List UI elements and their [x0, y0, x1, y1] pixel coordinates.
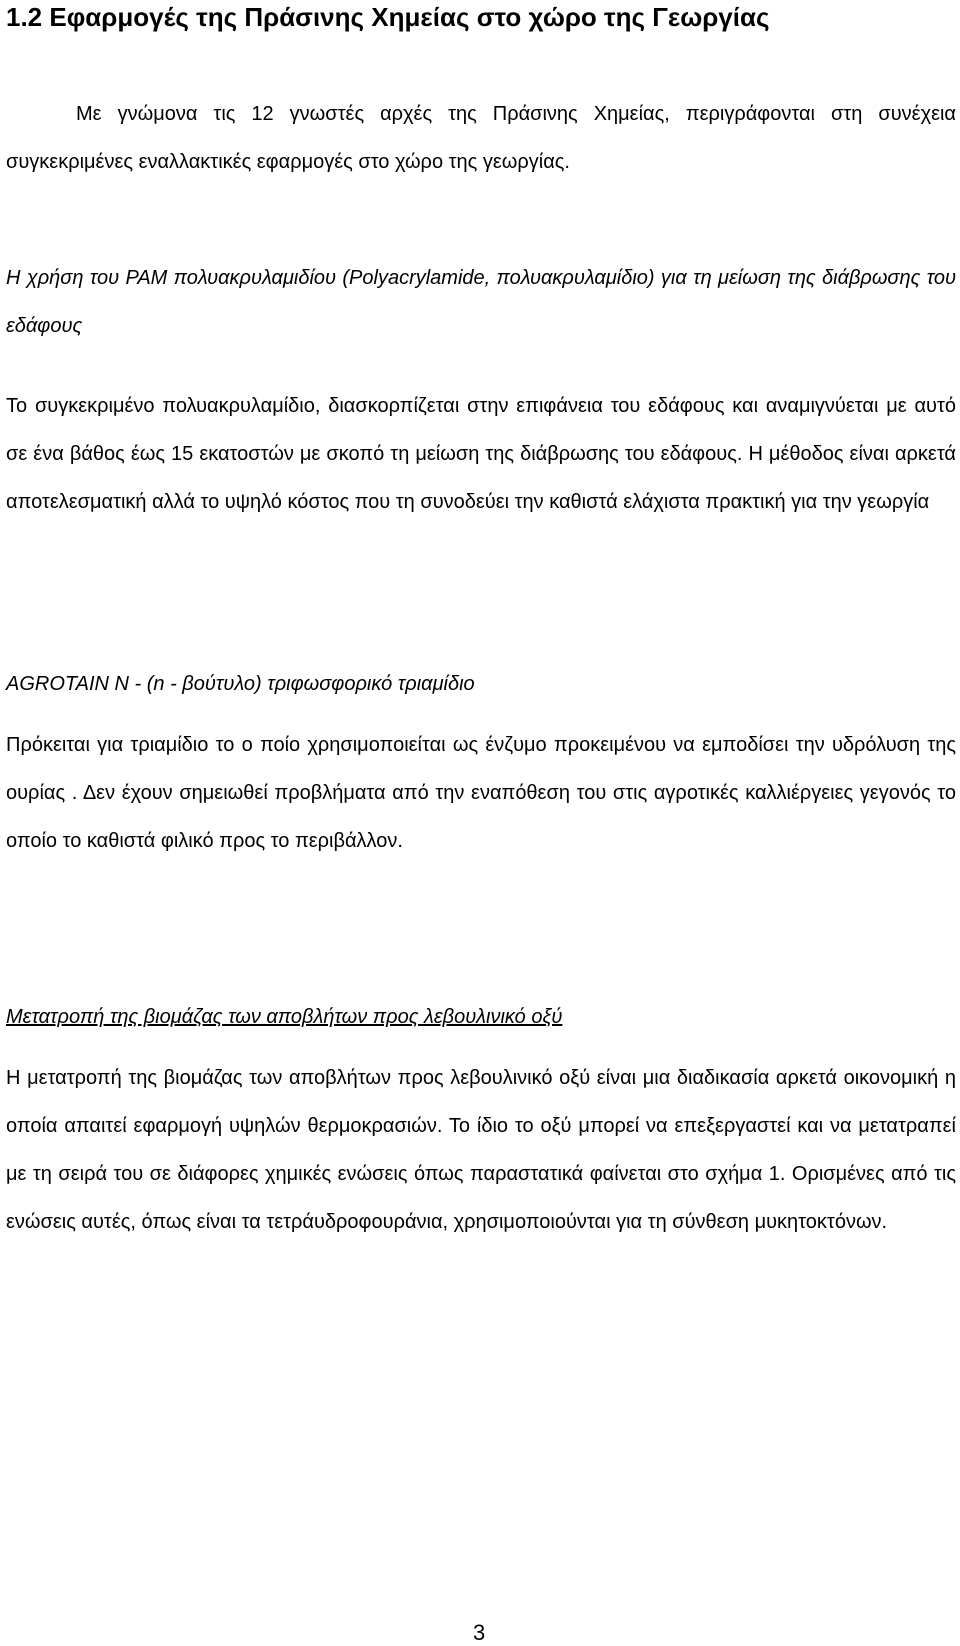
page-number: 3	[473, 1620, 486, 1645]
section-title: 1.2 Εφαρμογές της Πράσινης Χημείας στο χώρο της Γεωργίας	[6, 2, 770, 32]
intro-paragraph: Με γνώμονα τις 12 γνωστές αρχές της Πράσινης Χημείας, περιγράφονται στη συνέχεια συγκεκριμένες εναλλακτικές εφαρμογές στο χώρο της γεωργίας.	[6, 103, 956, 173]
agrotain-subheading: AGROTAIN N - (n - βούτυλο) τριφωσφορικό τριαμίδιο	[6, 673, 475, 695]
biomass-subheading: Μετατροπή της βιομάζας των αποβλήτων προς λεβουλινικό οξύ	[6, 1006, 563, 1028]
agrotain-paragraph: Πρόκειται για τριαμίδιο το ο ποίο χρησιμοποιείται ως ένζυμο προκειμένου να εμποδίσει την υδρόλυση της ουρίας . Δεν έχουν σημειωθεί προβλήματα από την εναπόθεση του στις αγροτικές καλλιέργειες γεγονός το οποίο το καθιστά φιλικό προς το περιβάλλον.	[6, 734, 956, 852]
pam-subheading: Η χρήση του PAM πολυακρυλαμιδίου (Polyacrylamide, πολυακρυλαμίδιο) για τη μείωση της διάβρωσης του εδάφους	[6, 267, 956, 337]
pam-paragraph: Το συγκεκριμένο πολυακρυλαμίδιο, διασκορπίζεται στην επιφάνεια του εδάφους και αναμιγνύεται με αυτό σε ένα βάθος έως 15 εκατοστών με σκοπό τη μείωση της διάβρωσης του εδάφους. Η μέθοδος είναι αρκετά αποτελεσματική αλλά το υψηλό κόστος που τη συνοδεύει την καθιστά ελάχιστα πρακτική για την γεωργία	[6, 395, 956, 513]
biomass-paragraph: Η μετατροπή της βιομάζας των αποβλήτων προς λεβουλινικό οξύ είναι μια διαδικασία αρκετά οικονομική η οποία απαιτεί εφαρμογή υψηλών θερμοκρασιών. Το ίδιο το οξύ μπορεί να επεξεργαστεί και να μετατραπεί με τη σειρά του σε διάφορες χημικές ενώσεις όπως παραστατικά φαίνεται στο σχήμα 1. Ορισμένες από τις ενώσεις αυτές, όπως είναι τα τετράυδροφουράνια, χρησιμοποιούνται για τη σύνθεση μυκητοκτόνων.	[6, 1067, 956, 1233]
